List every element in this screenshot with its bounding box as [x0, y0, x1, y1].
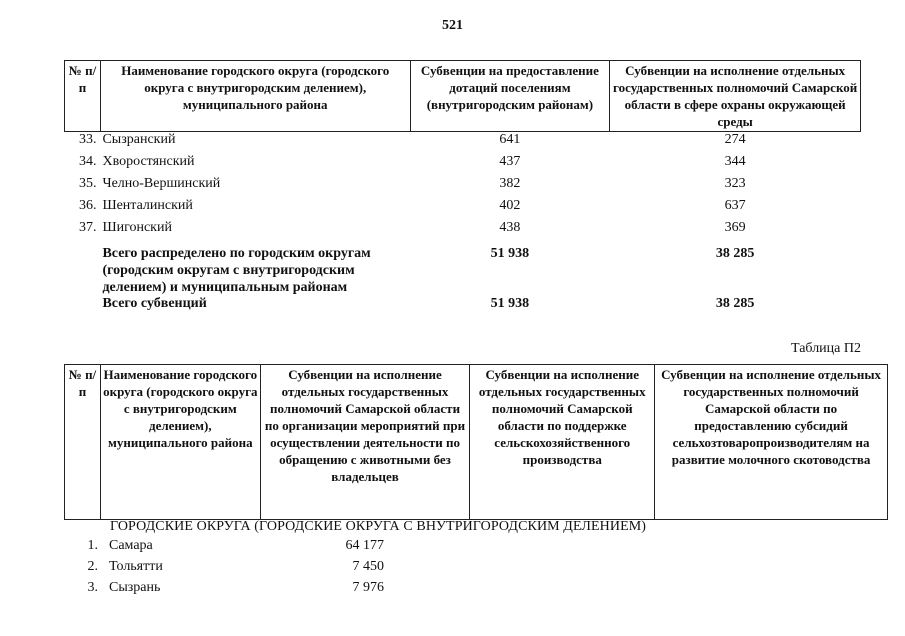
value-col1: 7 450 — [352, 559, 384, 574]
table-row — [65, 176, 861, 198]
page-number: 521 — [442, 18, 463, 33]
table2-header-row — [65, 365, 888, 520]
city-name: Самара — [109, 538, 153, 553]
value-col1: 402 — [499, 198, 521, 213]
value-col1: 437 — [499, 154, 521, 169]
table1-header-name: Наименование городского округа (городского округа с внутригородским делением), муниципального района — [100, 61, 410, 132]
table2-header-col1: Субвенции на исполнение отдельных государственных полномочий Самарской области по организации мероприятий при осуществлении деятельности по обращению с животными без владельцев — [260, 365, 470, 520]
district-name: Хворостянский — [102, 154, 195, 169]
table-row — [65, 220, 861, 242]
table2-header-name: Наименование городского округа (городского округа с внутригородским делением), муниципального района — [100, 365, 260, 520]
district-name: Шенталинский — [102, 198, 193, 213]
row-number: 37. — [78, 220, 97, 235]
row-number: 1. — [87, 538, 98, 553]
table1-header-num: № п/п — [65, 61, 101, 132]
value-col1: 641 — [499, 132, 521, 147]
value-col1: 64 177 — [345, 538, 384, 553]
table2-header-col2: Субвенции на исполнение отдельных государственных полномочий Самарской области по поддержке сельскохозяйственного производства — [470, 365, 655, 520]
row-number: 2. — [87, 559, 98, 574]
value-col2: 323 — [724, 176, 746, 191]
subventions-table-1 — [64, 60, 861, 318]
city-name: Сызрань — [109, 580, 161, 595]
value-col2: 274 — [724, 132, 746, 147]
district-name: Шигонский — [102, 220, 172, 235]
district-name: Сызранский — [102, 132, 176, 147]
total-distributed-col1: 51 938 — [490, 246, 530, 261]
total-distributed-row — [65, 242, 861, 296]
subventions-table-2 — [64, 364, 888, 520]
total-distributed-col2: 38 285 — [715, 246, 755, 261]
district-name: Челно-Вершинский — [102, 176, 221, 191]
table-row — [65, 154, 861, 176]
row-number: 35. — [78, 176, 97, 191]
table2-header-col3: Субвенции на исполнение отдельных государственных полномочий Самарской области по предоставлению субсидий сельхозтоваропроизводителям на развитие молочного скотоводства — [655, 365, 888, 520]
total-subventions-label: Всего субвенций — [102, 296, 207, 311]
total-distributed-label: Всего распределено по городским округам (городским округам с внутригородским делением) и муниципальным районам — [102, 246, 371, 295]
total-subventions-col2: 38 285 — [715, 296, 755, 311]
table-caption: Таблица П2 — [791, 341, 861, 356]
table-row — [65, 132, 861, 155]
table1-header-row — [65, 61, 861, 132]
table-row — [65, 198, 861, 220]
total-subventions-col1: 51 938 — [490, 296, 530, 311]
section-heading: ГОРОДСКИЕ ОКРУГА (ГОРОДСКИЕ ОКРУГА С ВНУТРИГОРОДСКИМ ДЕЛЕНИЕМ) — [110, 519, 647, 534]
total-subventions-row — [65, 296, 861, 318]
value-col2: 369 — [724, 220, 746, 235]
value-col2: 637 — [724, 198, 746, 213]
table1-header-col2: Субвенции на исполнение отдельных государственных полномочий Самарской области в сфере охраны окружающей среды — [610, 61, 861, 132]
row-number: 34. — [78, 154, 97, 169]
city-name: Тольятти — [109, 559, 163, 574]
row-number: 33. — [78, 132, 97, 147]
row-number: 3. — [87, 580, 98, 595]
value-col1: 7 976 — [352, 580, 384, 595]
table1-header-col1: Субвенции на предоставление дотаций поселениям (внутригородским районам) — [410, 61, 610, 132]
table2-header-num: № п/п — [65, 365, 101, 520]
row-number: 36. — [78, 198, 97, 213]
value-col1: 438 — [499, 220, 521, 235]
value-col2: 344 — [724, 154, 746, 169]
value-col1: 382 — [499, 176, 521, 191]
